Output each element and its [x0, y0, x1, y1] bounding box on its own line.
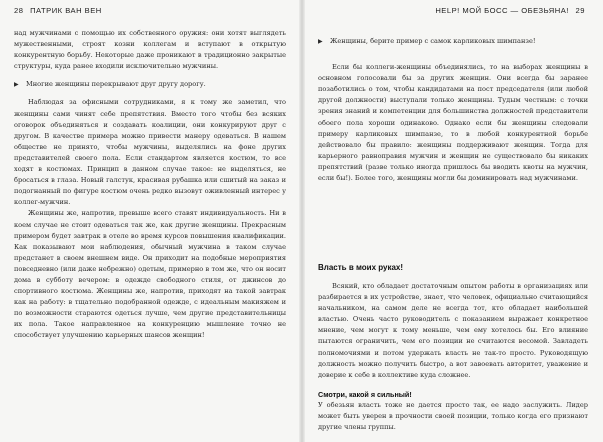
left-paragraph-2: Наблюдая за офисными сотрудниками, я к тому же заметил, что женщины сами чинят себе препятствия. Вместо того чтобы без всяких оговорок объединяться и создавать коалиции, они конкурируют друг с другом. В качестве примера можно привести манеру одеваться. В нашем обществе не принято, чтобы мужчины, выделялись на фоне других представителей своего пола. Если стандартом является костюм, то все ходят в костюмах. Принцип в данном случае такое: не выделяться, не бросаться в глаза. Новый галстук, красивая рубашка или сшитый на заказ и подогнанный по фигуре костюм очень редко вызовут оживленный интерес у коллег-мужчин.: [14, 98, 286, 207]
left-callout: ▶ Многие женщины перекрывают друг другу дорогу.: [14, 79, 286, 90]
right-paragraph-3: У обезьян власть тоже не дается просто так, ее надо заслужить. Лидер может быть уверен в прочности своей позиции, только когда его признают другие члены группы.: [318, 400, 588, 432]
right-paragraph-2: Всякий, кто обладает достаточным опытом работы в организациях или разбирается в их устройстве, знает, что человек, официально считающийся начальником, на самом деле не всегда тот, кто обладает наибольшей властью. Очень часто руководитель с показанием выражает конкретное мнение, чем могут к тому меньше, чем ему хотелось бы. Его влияние пытаются ограничить, чем его позиции не считаются весомой. Завладеть полномочиями и потом удержать власть не так-то просто. Руководящую должность можно получить быстро, а вот завоевать авторитет, уважение и доверие к себе в коллективе куда сложнее.: [318, 282, 588, 379]
left-page-number: 28: [14, 6, 24, 15]
left-body-text: [14, 28, 286, 342]
left-page: [0, 0, 300, 442]
left-running-header: [10, 6, 102, 15]
bold-subheading: Смотри, какой я сильный!: [318, 389, 412, 399]
left-paragraph-1: над мужчинами с помощью их собственного оружия: они хотят выглядеть мужественными, строят козни коллегам и вступают в открытую конкурентную борьбу. Некоторые даже проникают в традиционно закрытые структуры, куда ранее входили исключительно мужчины.: [14, 29, 286, 71]
right-running-header: [435, 6, 589, 15]
right-body-text-top: [318, 36, 588, 184]
right-body-text-bottom: [318, 281, 588, 433]
right-callout: ▶ Женщины, берите пример с самок карликовых шимпанзе!: [318, 36, 588, 47]
right-running-head: HELP! МОЙ БОСС — ОБЕЗЬЯНА!: [435, 6, 569, 15]
right-page-number: 29: [575, 6, 585, 15]
left-paragraph-3: Женщины же, напротив, превыше всего ставят индивидуальность. Ни в коем случае не стоит одеваться так же, как другие женщины. Прекрасным примером будет завтрак в отеле во время курсов повышения квалификации. Как показывают мои наблюдения, обычный мужчина в таком случае предстанет в своем внешнем виде. Он приходит на подобные мероприятия повседневно (или даже небрежно) одетым, примерно в том же, что он носит дома в субботу вечером: в одежде свободного стиля, от джинсов до спортивного костюма. Женщины же, напротив, приходят на такой завтрак как на работу: в тщательно подобранной одежде, с идеальным макияжем и по возможности стараются одеться лучше, чем другие представительницы их пола. Такое направленное на конкуренцию мышление точно не способствует улучшению карьерных шансов женщин!: [14, 209, 286, 340]
section-heading: Власть в моих руках!: [318, 263, 404, 272]
right-page: [304, 0, 603, 442]
right-paragraph-1: Если бы коллеги-женщины объединялись, то на выборах женщины в основном голосовали бы за других женщин. Они всегда бы заранее позаботились о том, чтобы кандидатами на пост председателя (или любой другой должности) выступали только женщины. Тудым честным: с точки зрения знаний и компетенции для большинства должностей представители обоего пола хороши одинаково. Однако если бы женщины следовали примеру карликовых шимпанзе, то в любой конкурентной борьбе действовало бы правило: женщины поддерживают женщин. Тогда для карьерного равноправия мужчин и женщин не существовало бы никаких препятствий (разве только иногда пришлось бы вводить квоты на мужчин, если бы!). Более того, женщины могли бы доминировать над мужчинами.: [318, 63, 588, 183]
left-running-head: ПАТРИК ВАН ВЕН: [30, 6, 102, 15]
